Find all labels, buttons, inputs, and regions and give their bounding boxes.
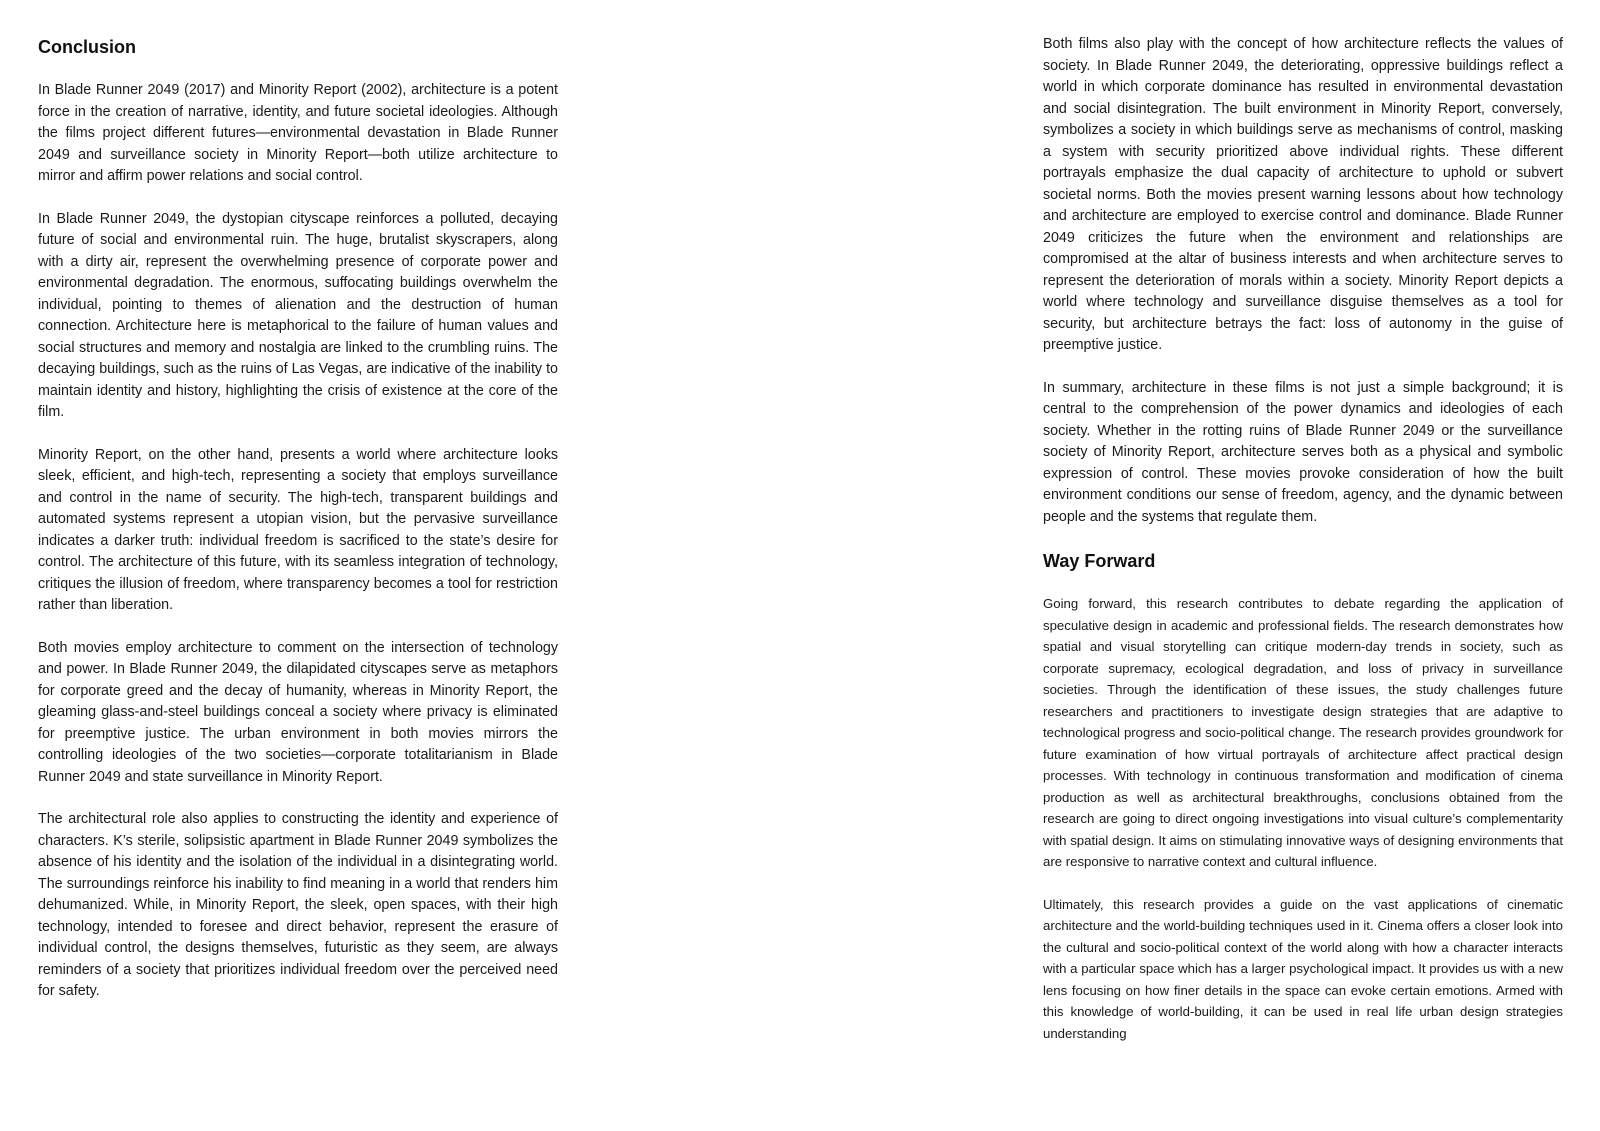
way-forward-paragraph-2: Ultimately, this research provides a guide on the vast applications of cinematic architecture and the world-building techniques used in it. Cinema offers a closer look into the cultural and socio-political context of the world along with how a character interacts with a particular space which has a larger psychological impact. It provides us with a new lens focusing on how finer details in the space can evoke certain emotions. Armed with this knowledge of world-building, it can be used in real life urban design strategies understanding	[1043, 896, 1563, 1041]
conclusion-paragraph-1: In Blade Runner 2049 (2017) and Minority Report (2002), architecture is a potent force in the creation of narrative, identity, and future societal ideologies. Although the films project different futures—environmental devastation in Blade Runner 2049 and surveillance society in Minority Report—both utilize architecture to mirror and affirm power relations and social control.	[38, 82, 558, 184]
conclusion-paragraph-2: In Blade Runner 2049, the dystopian cityscape reinforces a polluted, decaying future of social and environmental ruin. The huge, brutalist skyscrapers, along with a dirty air, represent the overwhelming presence of corporate power and environmental degradation. The enormous, suffocating buildings overwhelm the individual, pointing to themes of alienation and the destruction of human connection. Architecture here is metaphorical to the failure of human values and social structures and memory and nostalgia are linked to the crumbling ruins. The decaying buildings, such as the ruins of Las Vegas, are indicative of the inability to maintain identity and history, highlighting the crisis of existence at the core of the film.	[38, 210, 558, 420]
left-column	[38, 30, 558, 1024]
right-column	[1043, 30, 1563, 1065]
conclusion-paragraph-3: Minority Report, on the other hand, presents a world where architecture looks sleek, efficient, and high-tech, representing a society that employs surveillance and control in the name of security. The high-tech, transparent buildings and automated systems represent a utopian vision, but the pervasive surveillance indicates a darker truth: individual freedom is sacrificed to the state’s desire for control. The architecture of this future, with its seamless integration of technology, critiques the illusion of freedom, where transparency becomes a tool for restriction rather than liberation.	[38, 446, 558, 613]
summary-paragraph: In summary, architecture in these films is not just a simple background; it is central to the comprehension of the power dynamics and ideologies of each society. Whether in the rotting ruins of Blade Runner 2049 or the surveillance society of Minority Report, architecture serves both as a physical and symbolic expression of control. These movies provoke consideration of how the built environment conditions our sense of freedom, agency, and the dynamic between people and the systems that regulate them.	[1043, 379, 1563, 525]
way-forward-heading: Way Forward	[1043, 551, 1156, 571]
conclusion-heading: Conclusion	[38, 37, 136, 57]
conclusion-paragraph-5: The architectural role also applies to constructing the identity and experience of characters. K’s sterile, solipsistic apartment in Blade Runner 2049 symbolizes the absence of his identity and the isolation of the individual in a disintegrating world. The surroundings reinforce his inability to find meaning in a world that renders him dehumanized. While, in Minority Report, the sleek, open spaces, with their high technology, intended to foresee and direct behavior, represent the erasure of individual control, the designs themselves, futuristic as they seem, are always reminders of a society that prioritizes individual freedom over the perceived need for safety.	[38, 811, 558, 999]
way-forward-paragraph-1: Going forward, this research contributes to debate regarding the application of speculative design in academic and professional fields. The research demonstrates how spatial and visual storytelling can critique modern-day trends in society, such as corporate supremacy, ecological degradation, and loss of privacy in surveillance societies. Through the identification of these issues, the study challenges future researchers and practitioners to investigate design strategies that are adaptive to technological progress and socio-political change. The research provides groundwork for future examination of how virtual portrayals of architecture affect practical design processes. With technology in continuous transformation and modification of cinema production as well as architectural breakthroughs, conclusions obtained from the research are going to direct ongoing investigations into visual culture’s complementarity with spatial design. It aims on stimulating innovative ways of designing environments that are responsive to narrative context and cultural influence.	[1043, 596, 1563, 869]
conclusion-paragraph-6: Both films also play with the concept of how architecture reflects the values of society. In Blade Runner 2049, the deteriorating, oppressive buildings reflect a world in which corporate dominance has resulted in environmental devastation and social disintegration. The built environment in Minority Report, conversely, symbolizes a society in which buildings serve as mechanisms of control, masking a system with security prioritized above individual rights. These different portrayals emphasize the dual capacity of architecture to uphold or subvert societal norms. Both the movies present warning lessons about how technology and architecture are employed to exercise control and dominance. Blade Runner 2049 criticizes the future when the environment and relationships are compromised at the altar of business interests and when architecture serves to represent the deterioration of morals within a society. Minority Report depicts a world where technology and surveillance disguise themselves as a tool for security, but architecture betrays the fact: loss of autonomy in the guise of preemptive justice.	[1043, 36, 1563, 353]
conclusion-paragraph-4: Both movies employ architecture to comment on the intersection of technology and power. In Blade Runner 2049, the dilapidated cityscapes serve as metaphors for corporate greed and the decay of humanity, whereas in Minority Report, the gleaming glass-and-steel buildings conceal a society where privacy is eliminated for preemptive justice. The urban environment in both movies mirrors the controlling ideologies of the two societies—corporate totalitarianism in Blade Runner 2049 and state surveillance in Minority Report.	[38, 639, 558, 785]
